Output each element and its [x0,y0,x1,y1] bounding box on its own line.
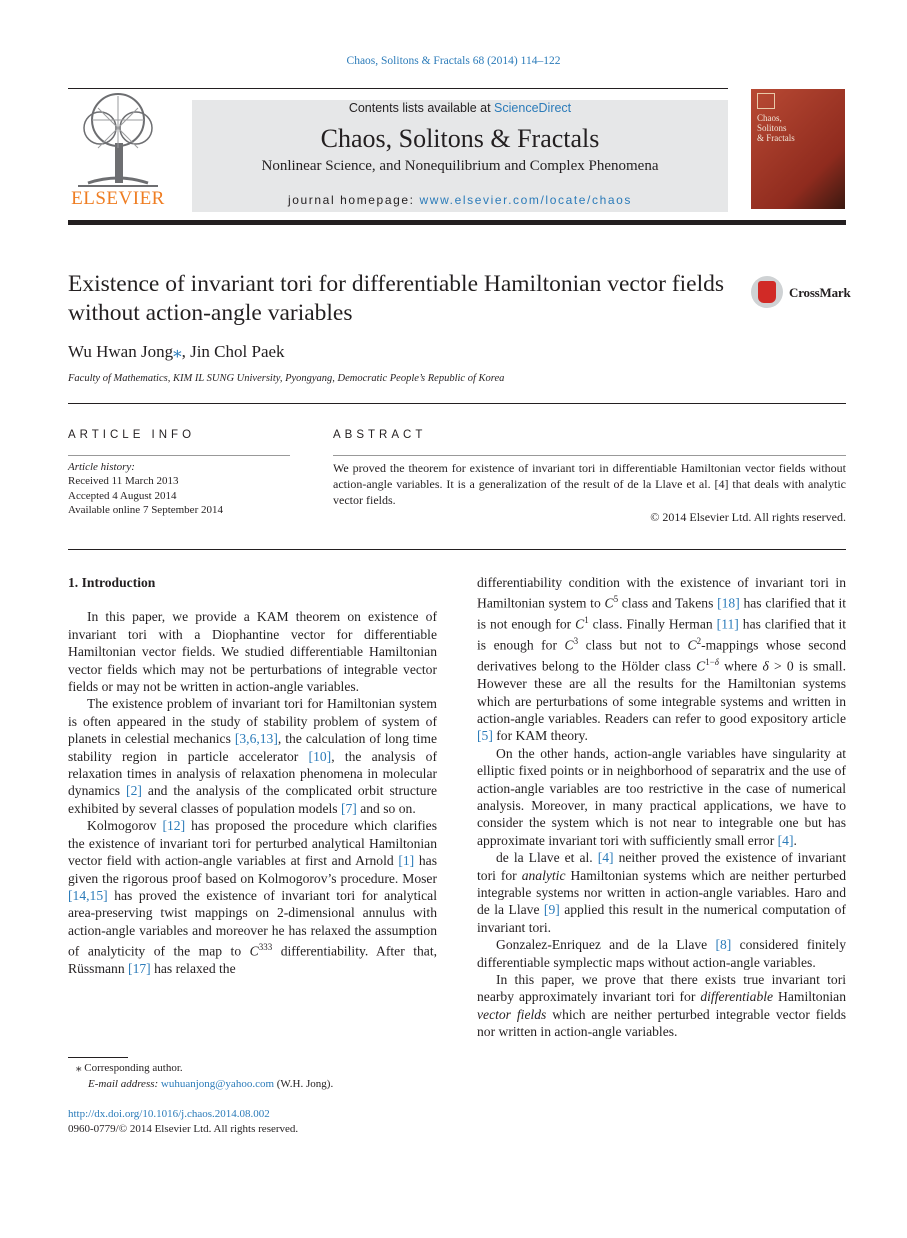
paragraph: de la Llave et al. [4] neither proved the existence of invariant tori for analytic Hamiltonian systems which are neither perturbed integrable systems nor written in action-angle variables. Haro and de la Llave [9] applied this result in the numerical computation of invariant tori. [477,850,846,935]
divider [68,549,846,550]
article-info-heading: ARTICLE INFO [68,429,196,441]
reference-link[interactable]: [5] [477,728,493,744]
paragraph: In this paper, we provide a KAM theorem on existence of invariant tori with a Diophantine vector for differentiable Hamiltonian vector fields. We studied differentiable Hamiltonian vector fields which may not be perturbations of integrable vector fields or may not be written in action-angle variables. [68,609,437,695]
paragraph: differentiability condition with the existence of invariant tori in Hamiltonian system to $C^5$ class and Takens [18] has clarified that it is not enough for $C^1$ class. Finally Herman [11] has clarified that it is enough for $C^3$ class but not to $C^2$-mappings whose second derivatives belong to the Hölder class $C^{1-\delta}$ where δ > 0 is small. However these are all the results for the Hamiltonian systems which are perturbations of some integrable systems and written in action-angle variables. Readers can refer to good expository article [5] for KAM theory. [477,575,847,744]
affiliation: Faculty of Mathematics, KIM IL SUNG University, Pyongyang, Democratic People’s Republic of Korea [68,373,505,384]
crossmark-button[interactable]: CrossMark [751,276,851,310]
online-date: Available online 7 September 2014 [68,503,223,516]
paragraph: Gonzalez-Enriquez and de la Llave [8] considered finitely differentiable symplectic maps without action-angle variables. [477,937,846,970]
cover-title: Chaos, Solitons & Fractals [757,113,795,143]
reference-link[interactable]: [12] [162,818,186,834]
abstract-heading: ABSTRACT [333,429,427,441]
authors: Wu Hwan Jong⁎, Jin Chol Paek [68,342,285,361]
reference-link[interactable]: [7] [340,800,357,816]
homepage-link[interactable]: www.elsevier.com/locate/chaos [419,193,633,207]
body-left-column [68,574,437,977]
reference-link[interactable]: [1] [398,853,415,869]
accepted-date: Accepted 4 August 2014 [68,489,177,502]
issn-line: 0960-0779/© 2014 Elsevier Ltd. All rights reserved. [68,1123,299,1135]
reference-link[interactable]: [10] [308,748,332,764]
elsevier-tree-icon [68,88,168,192]
reference-link[interactable]: [11] [716,616,739,632]
reference-link[interactable]: [3,6,13] [234,731,278,747]
reference-link[interactable]: [8] [715,937,732,953]
header-rule [68,220,846,225]
journal-homepage: journal homepage: www.elsevier.com/locate/chaos [287,193,633,207]
footnote-rule [68,1057,128,1058]
footnote-email: E-mail address: wuhuanjong@yahoo.com (W.H. Jong). [88,1078,334,1090]
abstract-text: We proved the theorem for existence of invariant tori in differentiable Hamiltonian vector fields without action-angle variables. It is a generalization of the result of de la Llave et al. [4] that deals with analytic vector fields. [333,461,846,507]
abstract-copyright: © 2014 Elsevier Ltd. All rights reserved. [650,510,846,524]
corresponding-author-mark[interactable]: ⁎ [173,342,182,361]
journal-banner [192,100,728,212]
divider [68,455,290,456]
received-date: Received 11 March 2013 [68,475,179,488]
paragraph: Kolmogorov [12] has proposed the procedure which clarifies the existence of invariant tori for perturbed analytical Hamiltonian vector field with action-angle variables at first and Arnold [1] has given the rigorous proof based on Kolmogorov’s procedure. Moser [14,15] has proved the existence of invariant tori for analytical area-preserving twist mappings on 2-dimensional annulus with action-angle variables and moreover he has relaxed the assumption of analyticity of the map to $C^{333}$ differentiability. After that, Rüssmann [17] has relaxed the [68,818,438,977]
author-name: Jin Chol Paek [190,342,285,361]
article-history [68,460,223,517]
email-link[interactable]: wuhuanjong@yahoo.com [160,1078,275,1090]
reference-link[interactable]: [17] [128,961,151,977]
doi-link[interactable]: http://dx.doi.org/10.1016/j.chaos.2014.08.002 [68,1108,270,1120]
paragraph: In this paper, we prove that there exists true invariant tori nearby approximately invariant tori for differentiable Hamiltonian vector fields which are neither perturbed integrable vector fields nor written in action-angle variables. [477,972,846,1040]
reference-link[interactable]: [2] [126,783,142,799]
journal-title: Chaos, Solitons & Fractals [320,124,600,153]
crossmark-icon [751,276,783,308]
abstract [333,460,846,525]
divider [333,455,846,456]
reference-link[interactable]: [4] [777,832,794,848]
contents-line: Contents lists available at ScienceDirect [348,101,572,115]
paragraph: The existence problem of invariant tori for Hamiltonian system is often appeared in the study of stability problem of system of planets in celestial mechanics [3,6,13], the calculation of long time stability region in particle accelerator [10], the analysis of relaxation times in analysis of relaxation phenomena in molecular dynamics [2] and the analysis of the complicated orbit structure exhibited by several classes of population models [7] and so on. [68,696,438,816]
journal-citation[interactable]: Chaos, Solitons & Fractals 68 (2014) 114–122 [346,55,561,67]
paragraph: On the other hands, action-angle variables have singularity at elliptic fixed points or in neighborhood of separatrix and the use of action-angle variables are too restrictive in the case of numerical analysis. Moreover, in many practical applications, we have to consider the system which is not near to integrable one but has approximate invariant tori with sufficiently small error [4]. [477,745,846,848]
cover-logo-icon [757,93,775,109]
journal-cover[interactable] [751,89,845,209]
divider [68,403,846,404]
body-right-column [477,574,846,1041]
sciencedirect-link[interactable]: ScienceDirect [494,101,572,115]
reference-link[interactable]: [18] [717,595,740,611]
reference-link[interactable]: [9] [543,902,560,918]
article-title: Existence of invariant tori for differentiable Hamiltonian vector fields without action-angle variables [68,271,725,326]
reference-link[interactable]: [4] [597,850,614,866]
section-heading: 1. Introduction [68,575,156,590]
elsevier-logo [68,88,168,210]
journal-subtitle: Nonlinear Science, and Nonequilibrium and Complex Phenomena [261,158,659,174]
history-label: Article history: [68,461,135,473]
elsevier-wordmark: ELSEVIER [71,188,165,209]
author-name: Wu Hwan Jong [68,342,174,361]
footnote-corresponding: ⁎ Corresponding author. [76,1062,183,1074]
reference-link[interactable]: [14,15] [68,887,108,903]
